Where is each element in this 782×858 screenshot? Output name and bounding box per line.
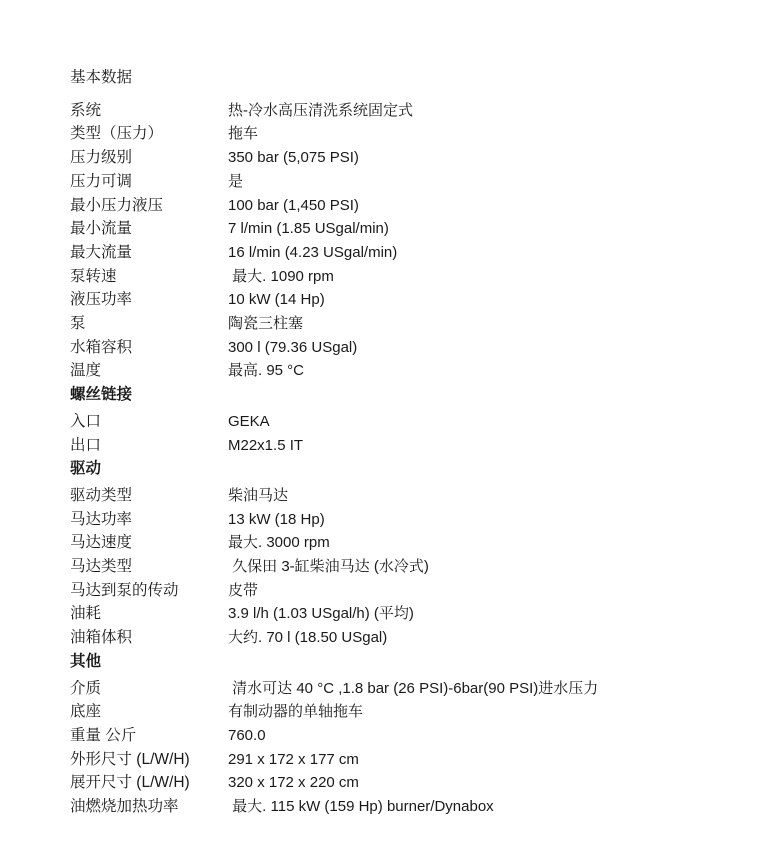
spec-label: 油燃烧加热功率	[70, 798, 179, 816]
spec-row	[70, 265, 742, 289]
spec-value: 清水可达 40 °C ,1.8 bar (26 PSI)-6bar(90 PSI)进水压力	[228, 679, 599, 697]
spec-value: 最高. 95 °C	[228, 362, 305, 380]
spec-row	[70, 122, 742, 146]
spec-value: 最大. 1090 rpm	[228, 267, 334, 285]
spec-row	[70, 724, 742, 748]
spec-row	[70, 555, 742, 579]
spec-row	[70, 241, 742, 265]
spec-label: 底座	[70, 703, 102, 721]
spec-label: 展开尺寸 (L/W/H)	[70, 774, 190, 792]
spec-section	[70, 66, 742, 383]
spec-value: 大约. 70 l (18.50 USgal)	[228, 629, 388, 647]
spec-value: 最大. 115 kW (159 Hp) burner/Dynabox	[228, 798, 494, 816]
spec-section	[70, 650, 742, 819]
spec-section	[70, 457, 742, 650]
section-rows	[70, 484, 742, 650]
spec-value: 最大. 3000 rpm	[228, 534, 330, 552]
spec-row	[70, 531, 742, 555]
spec-row	[70, 146, 742, 170]
section-rows	[70, 677, 742, 819]
spec-section	[70, 383, 742, 457]
spec-row	[70, 312, 742, 336]
spec-value: 320 x 172 x 220 cm	[228, 774, 359, 792]
spec-row	[70, 677, 742, 701]
spec-value: 是	[228, 172, 244, 190]
spec-value: 100 bar (1,450 PSI)	[228, 196, 359, 214]
spec-label: 油耗	[70, 605, 102, 623]
spec-row	[70, 194, 742, 218]
spec-value: 皮带	[228, 581, 259, 599]
section-heading: 基本数据	[70, 69, 133, 86]
spec-label: 马达类型	[70, 558, 133, 576]
spec-value: 350 bar (5,075 PSI)	[228, 149, 359, 167]
spec-label: 介质	[70, 679, 102, 697]
spec-row	[70, 748, 742, 772]
spec-row	[70, 771, 742, 795]
spec-label: 泵	[70, 315, 86, 333]
spec-value: 3.9 l/h (1.03 USgal/h) (平均)	[228, 605, 414, 623]
spec-value: 291 x 172 x 177 cm	[228, 750, 359, 768]
spec-value: 10 kW (14 Hp)	[228, 291, 325, 309]
spec-value: M22x1.5 IT	[228, 436, 304, 454]
spec-label: 类型（压力）	[70, 125, 164, 143]
spec-label: 最小压力液压	[70, 196, 164, 214]
spec-row	[70, 99, 742, 123]
spec-row	[70, 288, 742, 312]
spec-row	[70, 170, 742, 194]
spec-value: 760.0	[228, 726, 266, 744]
spec-value: GEKA	[228, 412, 270, 430]
section-heading: 驱动	[70, 460, 102, 478]
spec-label: 压力级别	[70, 149, 133, 167]
spec-label: 最大流量	[70, 243, 133, 261]
spec-row	[70, 484, 742, 508]
spec-row	[70, 626, 742, 650]
spec-value: 柴油马达	[228, 486, 289, 504]
spec-label: 水箱容积	[70, 338, 133, 356]
section-heading: 其他	[70, 652, 102, 670]
spec-row	[70, 217, 742, 241]
spec-label: 泵转速	[70, 267, 117, 285]
spec-row	[70, 602, 742, 626]
spec-value: 久保田 3-缸柴油马达 (水冷式)	[228, 558, 429, 576]
section-rows	[70, 99, 742, 383]
section-heading: 螺丝链接	[70, 386, 133, 404]
spec-value: 陶瓷三柱塞	[228, 315, 304, 333]
spec-sections-container	[70, 66, 742, 819]
spec-label: 外形尺寸 (L/W/H)	[70, 750, 190, 768]
spec-label: 马达到泵的传动	[70, 581, 179, 599]
spec-label: 液压功率	[70, 291, 133, 309]
section-rows	[70, 410, 742, 457]
spec-row	[70, 795, 742, 819]
spec-label: 系统	[70, 101, 102, 119]
spec-value: 7 l/min (1.85 USgal/min)	[228, 220, 389, 238]
spec-label: 压力可调	[70, 172, 133, 190]
spec-row	[70, 700, 742, 724]
spec-row	[70, 434, 742, 458]
spec-label: 驱动类型	[70, 486, 133, 504]
spec-value: 有制动器的单轴拖车	[228, 703, 364, 721]
spec-label: 马达速度	[70, 534, 133, 552]
spec-label: 油箱体积	[70, 629, 133, 647]
spec-value: 13 kW (18 Hp)	[228, 510, 325, 528]
spec-label: 最小流量	[70, 220, 133, 238]
spec-value: 拖车	[228, 125, 259, 143]
spec-row	[70, 336, 742, 360]
spec-row	[70, 359, 742, 383]
spec-label: 重量 公斤	[70, 726, 137, 744]
spec-label: 温度	[70, 362, 102, 380]
spec-label: 出口	[70, 436, 102, 454]
spec-label: 马达功率	[70, 510, 133, 528]
spec-row	[70, 508, 742, 532]
spec-label: 入口	[70, 412, 102, 430]
spec-row	[70, 579, 742, 603]
spec-row	[70, 410, 742, 434]
spec-value: 热-冷水高压清洗系统固定式	[228, 101, 413, 119]
spec-value: 300 l (79.36 USgal)	[228, 338, 358, 356]
spec-value: 16 l/min (4.23 USgal/min)	[228, 243, 398, 261]
